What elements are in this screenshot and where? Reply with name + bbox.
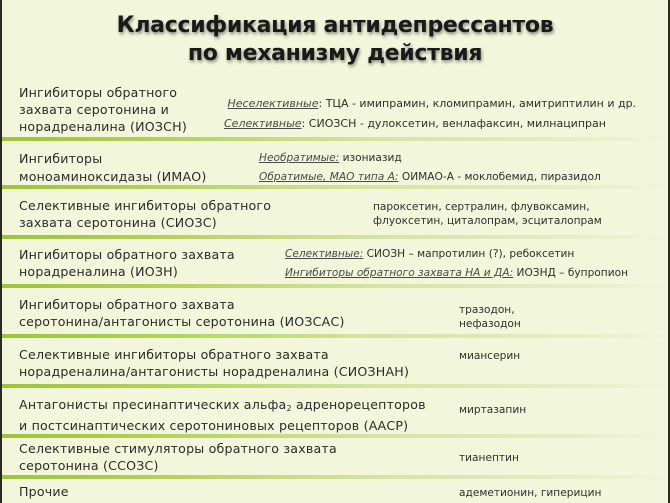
category-line: норадреналина/антагонисты норадреналина (СИОЗНАН) (19, 364, 410, 379)
category-text: Антагонисты пресинаптических альфа (19, 397, 287, 412)
category-aasr (19, 396, 426, 434)
category-iozsas (19, 296, 345, 330)
row-divider (2, 137, 666, 141)
details-aasr (459, 404, 526, 417)
details-iozsn (224, 94, 636, 134)
detail-line: флуоксетин, циталопрам, эсциталопрам (373, 215, 602, 227)
category-line: Ингибиторы (19, 151, 103, 166)
category-siozs (19, 197, 271, 231)
category-line: Селективные стимуляторы обратного захвата (19, 441, 337, 456)
row-divider (2, 384, 666, 388)
category-sioznan (19, 346, 409, 380)
row-divider (2, 434, 666, 438)
details-siozs (373, 200, 602, 228)
category-line: норадреналина (ИОЗН) (19, 264, 178, 279)
detail-text: ИОЗНД – бупропион (516, 267, 628, 279)
detail-label: Селективные (224, 117, 302, 130)
category-line: Селективные ингибиторы обратного захвата (19, 347, 329, 362)
detail-text: СИОЗСН - дулоксетин, венлафаксин, милнаципран (308, 117, 606, 130)
detail-line: нефазодон (459, 318, 521, 330)
row-divider (2, 284, 666, 288)
category-line: серотонина (ССОЗС) (19, 458, 159, 473)
detail-line (224, 114, 636, 134)
details-sioznan (459, 350, 520, 363)
detail-line (285, 264, 628, 283)
category-line: Селективные ингибиторы обратного (19, 198, 272, 213)
category-line: захвата серотонина (СИОЗС) (19, 215, 217, 230)
detail-text: СИОЗН – мапротилин (?), ребоксетин (366, 248, 575, 260)
details-iozn (285, 245, 628, 283)
detail-line (224, 94, 636, 114)
category-line: захвата серотонина и (19, 102, 170, 117)
detail-text: ТЦА - имипрамин, кломипрамин, амитриптилин и др. (325, 97, 637, 110)
details-imao (259, 149, 601, 187)
detail-text: изониазид (342, 152, 402, 164)
detail-text: ОИМАО-А - моклобемид, пиразидол (401, 171, 601, 183)
category-line: норадреналина (ИОЗСН) (19, 119, 187, 134)
detail-line: пароксетин, сертралин, флувоксамин, (373, 201, 590, 213)
page-title (2, 12, 668, 68)
detail-sep: : (318, 97, 326, 110)
title-line-1: Классификация антидепрессантов (116, 13, 554, 38)
subscript: 2 (286, 404, 292, 413)
detail-sep: : (301, 117, 309, 130)
category-ssozs (19, 440, 337, 474)
detail-label: Обратимые, МАО типа А: (259, 171, 399, 183)
row-divider (2, 185, 666, 189)
detail-line: миансерин (459, 350, 521, 362)
category-line: Ингибиторы обратного захвата (19, 297, 235, 312)
row-divider (2, 475, 666, 479)
category-line: и постсинаптических серотониновых рецепторов (ААСР) (19, 418, 409, 433)
category-line: серотонина/антагонисты серотонина (ИОЗСАС) (19, 314, 345, 329)
category-text: адренорецепторов (291, 397, 426, 412)
category-line: Ингибиторы обратного захвата (19, 247, 235, 262)
category-other (19, 483, 69, 500)
detail-label: Ингибиторы обратного захвата НА и ДА: (285, 267, 514, 279)
detail-line: тианептин (459, 452, 519, 464)
details-other (459, 487, 601, 500)
row-divider (2, 235, 666, 239)
detail-line: адеметионин, гиперицин (459, 487, 602, 499)
title-line-2: по механизму действия (187, 41, 483, 66)
detail-line (285, 245, 628, 264)
details-iozsas (459, 303, 521, 331)
detail-line: миртазапин (459, 404, 527, 416)
category-iozn (19, 246, 235, 280)
row-divider (2, 334, 666, 338)
details-ssozs (459, 452, 519, 465)
category-line: моноаминоксидазы (ИМАО) (19, 169, 207, 184)
category-iozsn (19, 84, 187, 135)
classification-table (2, 0, 668, 503)
detail-label: Неселективные (227, 97, 319, 110)
category-imao (19, 150, 207, 186)
category-line (19, 396, 426, 417)
detail-line (259, 149, 601, 168)
category-line: Ингибиторы обратного (19, 85, 178, 100)
category-line: Прочие (19, 484, 69, 499)
detail-label: Селективные: (285, 248, 364, 260)
detail-line: тразодон, (459, 304, 515, 316)
detail-label: Необратимые: (259, 152, 340, 164)
